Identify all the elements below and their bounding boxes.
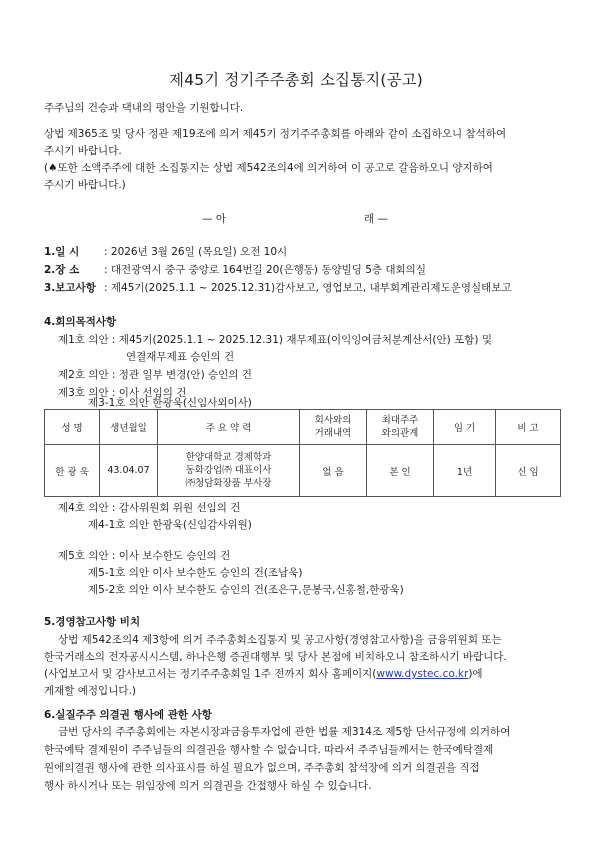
cell-term: 1년	[434, 445, 496, 497]
intro-note: (♠또한 소액주주에 대한 소집통지는 상법 제542조의4에 의거하여 이 공고로 갈음하오니 양지하여	[44, 162, 493, 174]
table-row	[45, 445, 561, 497]
col-header-relation	[367, 410, 434, 445]
section-heading-voting: 6.실질주주 의결권 행사에 관한 사항	[44, 709, 212, 721]
agenda-subitem: 제5-2호 의안 이사 보수한도 승인의 건(조은구,문봉국,신홍철,한광욱)	[88, 584, 404, 596]
intro-greeting: 주주님의 건승과 댁내의 평안을 기원합니다.	[44, 102, 244, 114]
header-line: 와의관계	[381, 428, 419, 439]
career-line: ㈜청담화장품 부사장	[185, 478, 272, 489]
info-place	[44, 261, 426, 279]
col-header-birth: 생년월일	[100, 410, 158, 445]
intro-line: 주시기 바랍니다.	[44, 145, 122, 157]
agenda-item: 제3호 의안 : 이사 선임의 건	[58, 387, 187, 399]
cell-relation: 본 인	[367, 445, 434, 497]
reference-line: 상법 제542조의4 제3항에 의거 주주총회소집통지 및 공고사항(경영참고사항)을 금융위원회 또는	[58, 634, 502, 646]
section-heading-reference: 5.경영참고사항 비치	[44, 616, 141, 628]
info-label: 3.보고사항	[44, 282, 96, 294]
col-header-note: 비 고	[496, 410, 561, 445]
header-line: 최대주주	[381, 415, 419, 426]
reference-text: )에	[468, 668, 483, 680]
homepage-link[interactable]: www.dystec.co.kr	[376, 668, 469, 680]
info-sep: :	[104, 282, 108, 294]
cell-birth: 43.04.07	[100, 445, 158, 497]
career-line: 동화강업㈜ 대표이사	[185, 465, 272, 476]
voting-line: 행사 하시거나 또는 위임장에 의거 의결권을 간접행사 하실 수 있습니다.	[44, 780, 372, 792]
header-line: 회사와의	[314, 415, 352, 426]
info-sep: :	[104, 246, 108, 258]
info-value: 제45기(2025.1.1 ~ 2025.12.31)감사보고, 영업보고, 내부회계관리제도운영실태보고	[110, 282, 512, 294]
col-header-transactions	[300, 410, 367, 445]
agenda-item: 제2호 의안 : 정관 일부 변경(안) 승인의 건	[58, 369, 252, 381]
reference-line: 한국거래소의 전자공시시스템, 하나은행 증권대행부 및 당사 본점에 비치하오니 참조하시기 바랍니다.	[44, 651, 507, 663]
cell-career	[158, 445, 300, 497]
career-line: 한양대학교 경제학과	[185, 452, 272, 463]
intro-note: 주시기 바랍니다.)	[44, 179, 126, 191]
below-heading-left: — 아	[202, 213, 226, 225]
page-title: 제45기 정기주주총회 소집통지(공고)	[169, 71, 424, 89]
voting-line: 한국예탁 결제원이 주주님들의 의결권을 행사할 수 없습니다. 따라서 주주님들께서는 한국예탁결제	[44, 744, 494, 756]
reference-line	[44, 665, 483, 683]
reference-line: 게재할 예정입니다.)	[44, 685, 136, 697]
header-line: 거래내역	[314, 428, 352, 439]
info-report	[44, 279, 512, 297]
agenda-item: 제5호 의안 : 이사 보수한도 승인의 건	[58, 550, 231, 562]
agenda-subitem: 제5-1호 의안 이사 보수한도 승인의 건(조남욱)	[88, 567, 303, 579]
col-header-name: 성 명	[45, 410, 100, 445]
intro-line: 상법 제365조 및 당사 정관 제19조에 의거 제45기 정기주주총회를 아래와 같이 소집하오니 참석하여	[44, 128, 507, 140]
agenda-item: 연결재무제표 승인의 건	[126, 351, 235, 363]
table-header-row	[45, 410, 561, 445]
cell-name: 한 광 욱	[45, 445, 100, 497]
agenda-item: 제4호 의안 : 감사위원회 위원 선임의 건	[58, 502, 241, 514]
info-label: 2.장 소	[44, 264, 80, 276]
info-label: 1.일 시	[44, 246, 80, 258]
cell-transactions: 없 음	[300, 445, 367, 497]
voting-line: 원에의결권 행사에 관한 의사표시를 하실 필요가 없으며, 주주총회 참석장에 의거 의결권을 직접	[44, 762, 480, 774]
info-date	[44, 243, 287, 261]
section-heading-agenda: 4.회의목적사항	[44, 316, 117, 328]
candidate-table	[44, 409, 561, 497]
below-heading-right: 래 —	[364, 213, 388, 225]
col-header-career: 주 요 약 력	[158, 410, 300, 445]
info-value: 2026년 3월 26일 (목요일) 오전 10시	[110, 246, 288, 258]
agenda-subitem: 제4-1호 의안 한광욱(신임감사위원)	[88, 519, 252, 531]
cell-note: 신 임	[496, 445, 561, 497]
reference-text: (사업보고서 및 감사보고서는 정기주주총회일 1주 전까지 회사 홈페이지(	[44, 668, 377, 680]
info-value: 대전광역시 중구 중앙로 164번길 20(은행동) 동양빌딩 5층 대회의실	[110, 264, 426, 276]
agenda-item: 제1호 의안 : 제45기(2025.1.1 ~ 2025.12.31) 재무제표(이익잉여금처분계산서(안) 포함) 및	[58, 334, 492, 346]
agenda-subitem: 제3-1호 의안 한광욱(신임사외이사)	[88, 397, 252, 409]
info-sep: :	[104, 264, 108, 276]
voting-line: 금번 당사의 주주총회에는 자본시장과금융투자업에 관한 법률 제314조 제5항 단서규정에 의거하여	[58, 726, 511, 738]
col-header-term: 임 기	[434, 410, 496, 445]
